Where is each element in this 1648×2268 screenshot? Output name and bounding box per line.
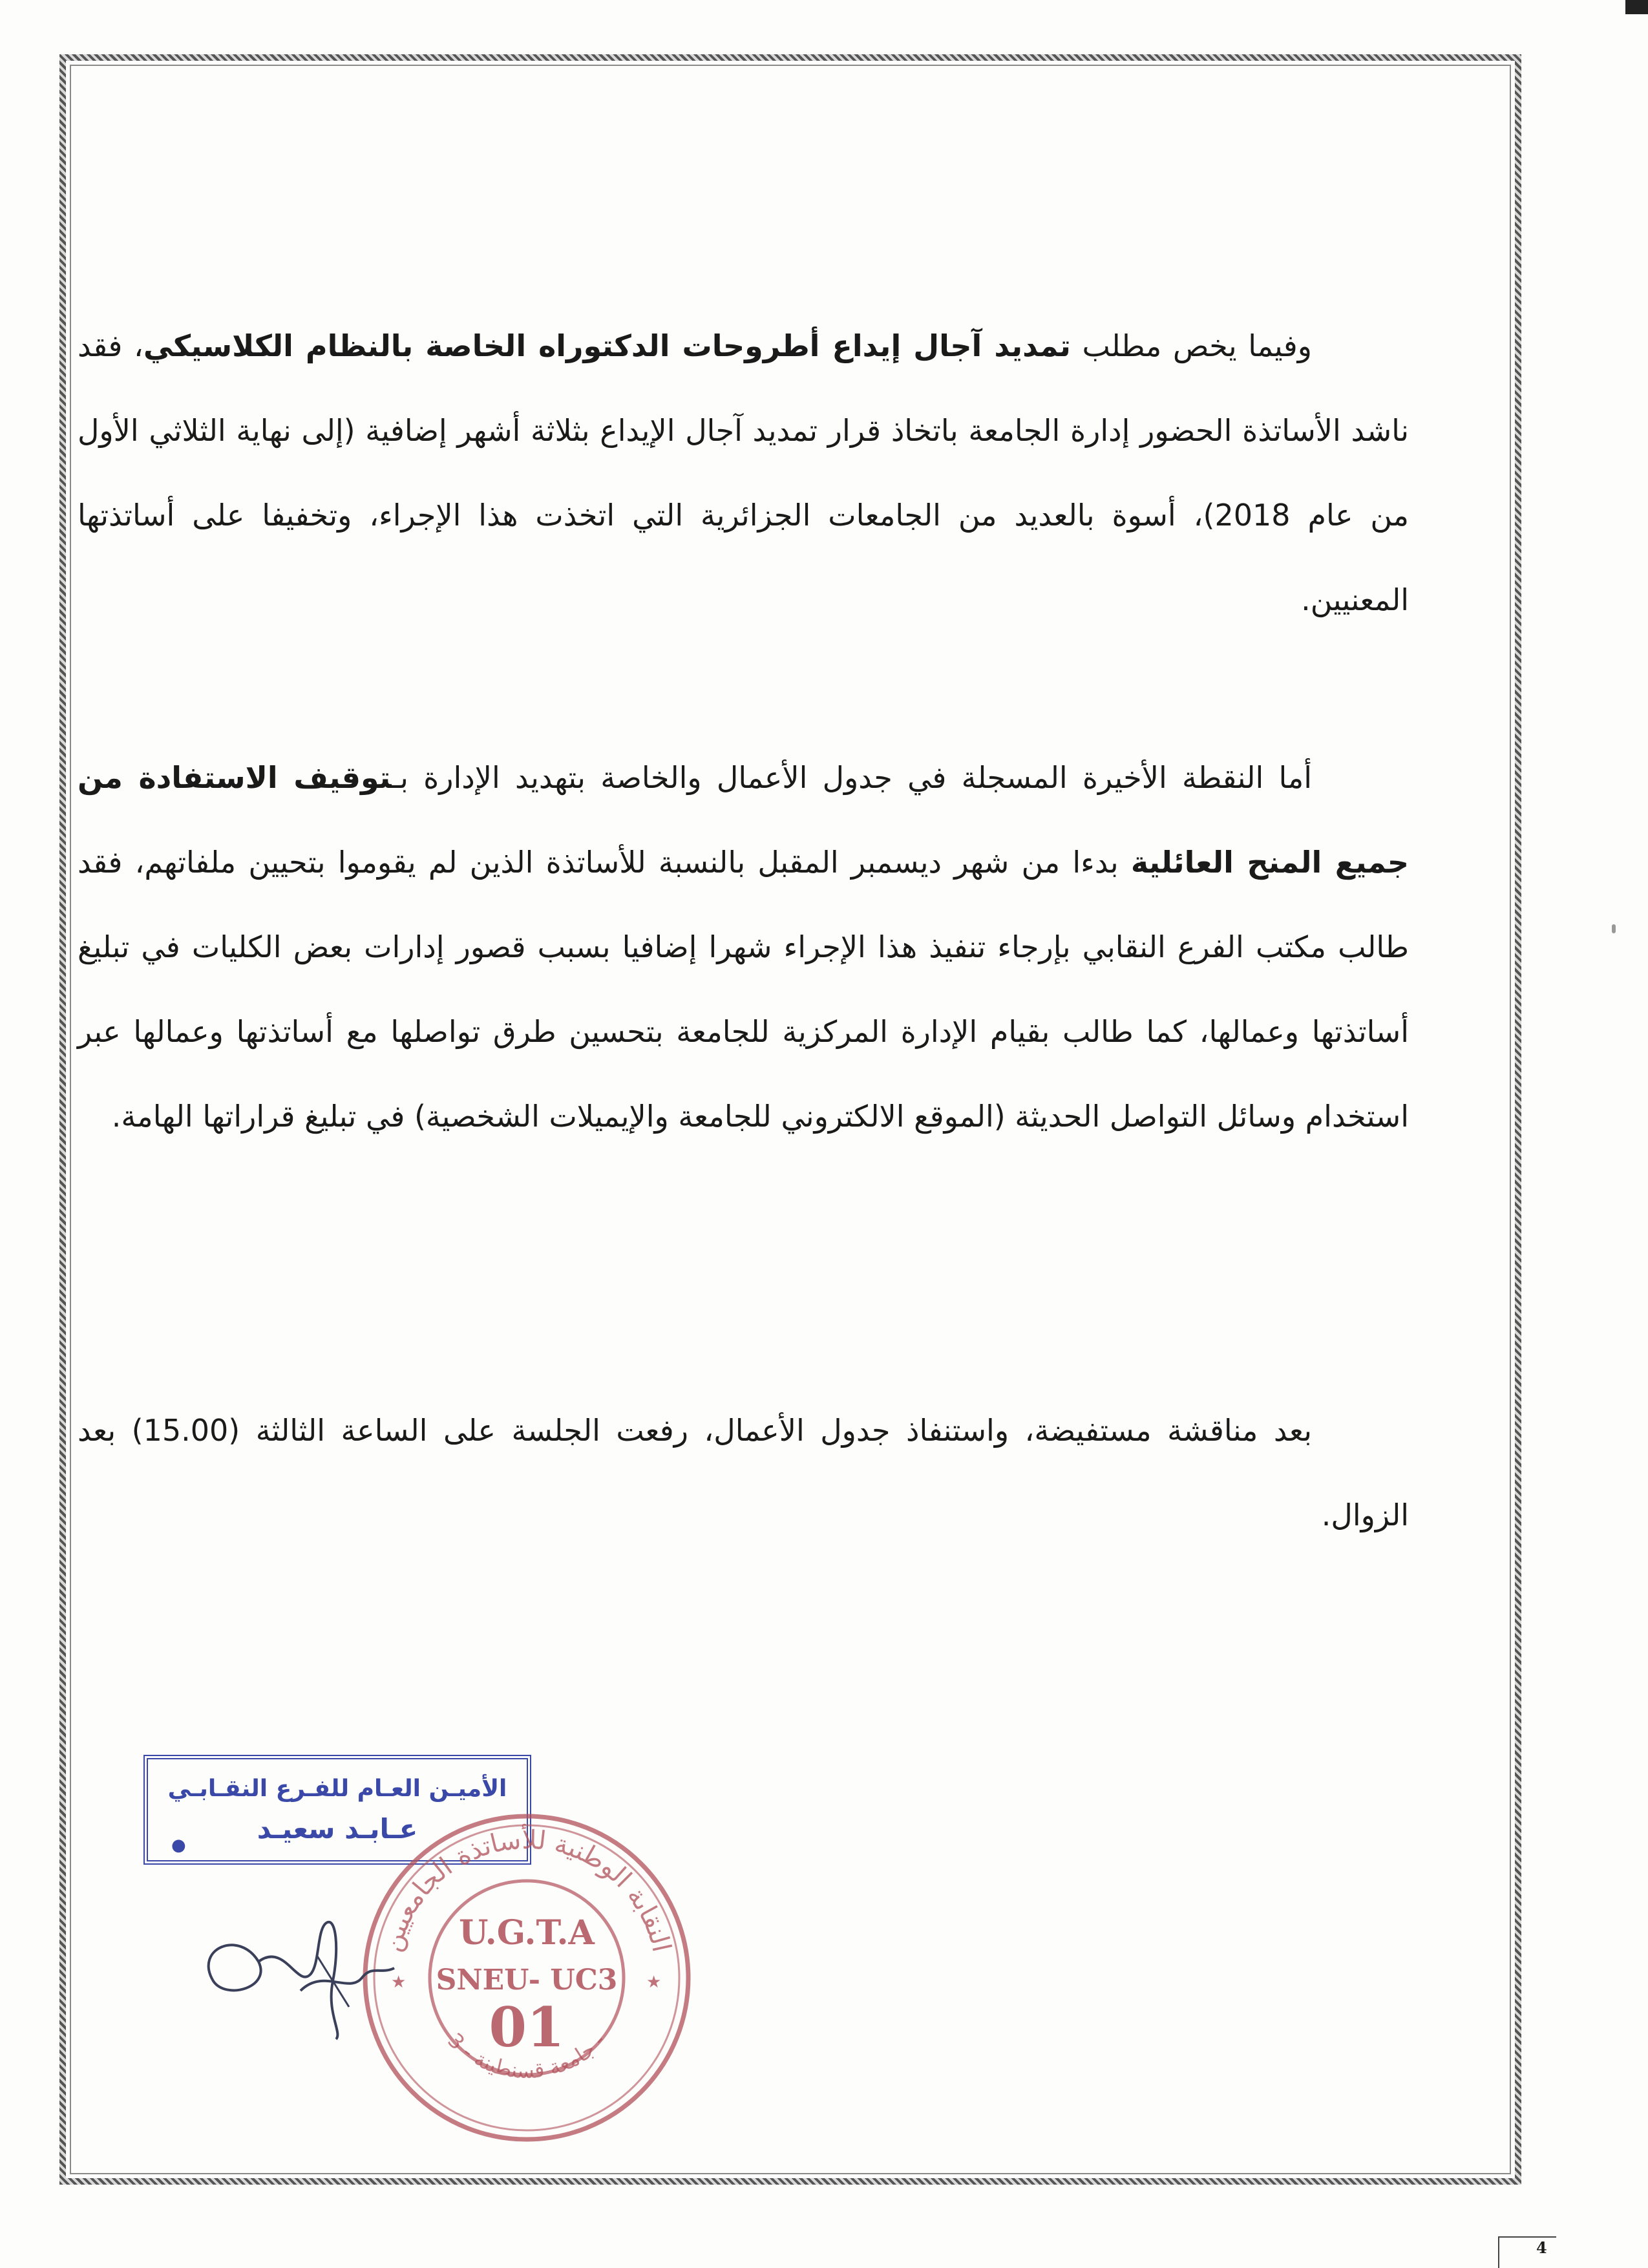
paragraph-family-allowance [78, 736, 1409, 1159]
para1-seg-1-bold: تمديد آجال إيداع أطروحات الدكتوراه الخاصة بالنظام الكلاسيكي [143, 328, 1071, 363]
para2-seg-1-bold: توقيف الاستفادة من جميع المنح العائلية [78, 760, 1410, 880]
para2-seg-0: أما النقطة الأخيرة المسجلة في جدول الأعمال والخاصة بتهديد الإدارة بـ [391, 760, 1312, 795]
scan-speck [1612, 924, 1616, 933]
para2-seg-2: بدءا من شهر ديسمبر المقبل بالنسبة للأساتذة الذين لم يقوموا بتحيين ملفاتهم، فقد طالب مكتب الفرع النقابي بإرجاء تنفيذ هذا الإجراء شهرا إضافيا بسبب قصور إدارات بعض الكليات في تبليغ أساتذتها وعمالها، كما طالب بقيام الإدارة المركزية للجامعة بتحسين طرق تواصلها مع أساتذتها وعمالها عبر استخدام وسائل التواصل الحديثة (الموقع الالكتروني للجامعة والإيميلات الشخصية) في تبليغ قراراتها الهامة. [78, 845, 1409, 1134]
stamp-ugta: U.G.T.A [459, 1913, 595, 1953]
para1-seg-2: ، فقد ناشد الأساتذة الحضور إدارة الجامعة باتخاذ قرار تمديد آجال الإيداع بثلاثة أشهر إضافية (إلى نهاية الثلاثي الأول من عام 2018)، أسوة بالعديد من الجامعات الجزائرية التي اتخذت هذا الإجراء، وتخفيفا على أساتذتها المعنيين. [78, 328, 1410, 617]
stamp-number: 01 [489, 1995, 565, 2059]
handwritten-signature [187, 1903, 401, 2046]
scan-corner-mark [1625, 0, 1648, 14]
stamp-bottom-text: جامعة قسنطينة - 3 - [443, 2028, 611, 2083]
paragraph-closing [78, 1388, 1409, 1558]
union-round-stamp [352, 1803, 701, 2152]
para3-seg-0: بعد مناقشة مستفيضة، واستنفاذ جدول الأعمال، رفعت الجلسة على الساعة الثالثة (15.00) بعد الزوال. [78, 1413, 1409, 1532]
stamp-name: عـابـد سعيـد [257, 1813, 418, 1845]
page-number-box [1498, 2236, 1556, 2268]
stamp-title: الأميـن العـام للفـرع النقـابـي [167, 1775, 507, 1802]
stamp-bullet: ● [171, 1836, 186, 1855]
page-number: 4 [1536, 2238, 1547, 2257]
paragraph-thesis-deadline [78, 304, 1409, 642]
stamp-star-right: ★ [646, 1973, 662, 1992]
stamp-star-left: ★ [391, 1973, 407, 1992]
stamp-sneu: SNEU- UC3 [436, 1964, 618, 1997]
stamp-ring-text: النقابة الوطنية للأساتذة الجامعيين [377, 1825, 677, 1955]
para1-seg-0: وفيما يخص مطلب [1070, 328, 1312, 363]
